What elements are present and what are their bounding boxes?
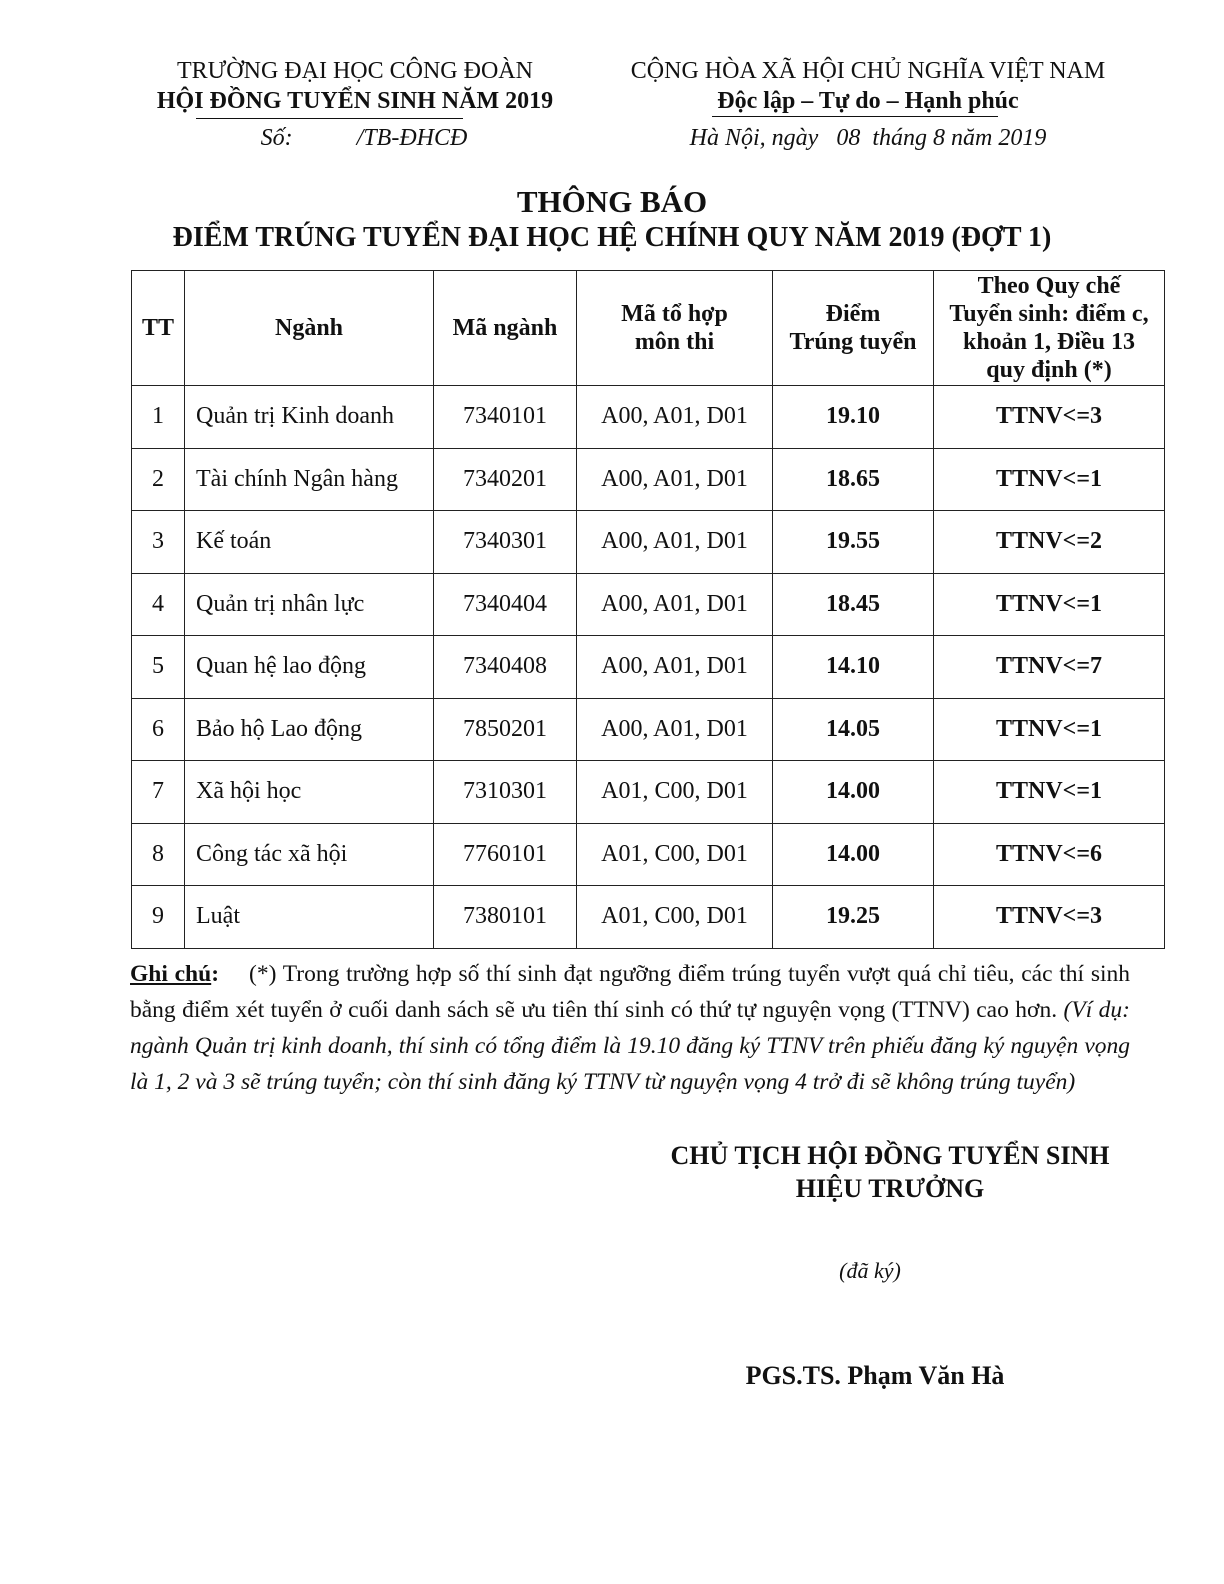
major-code: 7340301: [434, 511, 577, 574]
major-code: 7850201: [434, 698, 577, 761]
row-number: 8: [132, 823, 185, 886]
council-name: HỘI ĐỒNG TUYỂN SINH NĂM 2019: [156, 88, 554, 114]
signatory-position: HIỆU TRƯỞNG: [795, 1174, 985, 1203]
header-regulation-line3: khoản 1, Điều 13: [962, 329, 1136, 355]
institution-name: TRƯỜNG ĐẠI HỌC CÔNG ĐOÀN: [177, 58, 533, 84]
footnote: [130, 956, 1130, 1100]
header-major: Ngành: [185, 271, 434, 386]
subject-combination: A00, A01, D01: [577, 636, 773, 699]
place-date: Hà Nội, ngày 08 tháng 8 năm 2019: [689, 125, 1047, 151]
admission-score: 19.10: [773, 386, 934, 449]
table-row: [132, 761, 1165, 824]
footnote-colon: :: [211, 961, 220, 987]
major-name: Quản trị Kinh doanh: [185, 386, 434, 449]
footnote-label: Ghi chú: [130, 961, 212, 987]
admission-score: 19.55: [773, 511, 934, 574]
header-regulation: [934, 271, 1165, 386]
notice-title: THÔNG BÁO: [516, 184, 708, 219]
table-row: [132, 698, 1165, 761]
subject-combination: A00, A01, D01: [577, 448, 773, 511]
table-row: [132, 448, 1165, 511]
priority-condition: TTNV<=1: [934, 698, 1165, 761]
major-code: 7380101: [434, 886, 577, 949]
signed-mark: (đã ký): [839, 1258, 901, 1283]
priority-condition: TTNV<=2: [934, 511, 1165, 574]
priority-condition: TTNV<=3: [934, 886, 1165, 949]
nation-name: CỘNG HÒA XÃ HỘI CHỦ NGHĨA VIỆT NAM: [630, 58, 1106, 84]
header-regulation-line1: Theo Quy chế: [977, 273, 1121, 299]
priority-condition: TTNV<=3: [934, 386, 1165, 449]
header-left: [120, 56, 590, 153]
table-row: [132, 573, 1165, 636]
header-subject-combination-line2: môn thi: [634, 329, 715, 355]
priority-condition: TTNV<=1: [934, 573, 1165, 636]
major-name: Bảo hộ Lao động: [185, 698, 434, 761]
signatory-name: PGS.TS. Phạm Văn Hà: [745, 1361, 1005, 1390]
header-tt: TT: [132, 271, 185, 386]
priority-condition: TTNV<=6: [934, 823, 1165, 886]
table-row: [132, 511, 1165, 574]
signatory-title: CHỦ TỊCH HỘI ĐỒNG TUYỂN SINH: [670, 1141, 1110, 1170]
subject-combination: A00, A01, D01: [577, 386, 773, 449]
major-name: Quan hệ lao động: [185, 636, 434, 699]
footnote-text: (*) Trong trường hợp số thí sinh đạt ngưỡng điểm trúng tuyển vượt quá chỉ tiêu, các thí sinh bằng điểm xét tuyển ở cuối danh sách sẽ ưu tiên thí sinh có thứ tự nguyện vọng (TTNV) cao hơn.: [130, 961, 1130, 1023]
header-regulation-line2: Tuyển sinh: điểm c,: [949, 301, 1149, 327]
row-number: 3: [132, 511, 185, 574]
notice-subtitle: ĐIỂM TRÚNG TUYỂN ĐẠI HỌC HỆ CHÍNH QUY NĂM 2019 (ĐỢT 1): [172, 222, 1052, 253]
admission-score: 14.00: [773, 761, 934, 824]
national-motto: Độc lập – Tự do – Hạnh phúc: [717, 88, 1019, 114]
row-number: 9: [132, 886, 185, 949]
header-subject-combination: [577, 271, 773, 386]
document-number-label: Số:: [260, 125, 293, 151]
footnote-example: (Ví dụ: ngành Quản trị kinh doanh, thí sinh có tổng điểm là 19.10 đăng ký TTNV trên phiếu đăng ký nguyện vọng là 1, 2 và 3 sẽ trúng tuyển; còn thí sinh đăng ký TTNV từ nguyện vọng 4 trở đi sẽ không trúng tuyển): [130, 997, 1130, 1095]
row-number: 1: [132, 386, 185, 449]
major-code: 7760101: [434, 823, 577, 886]
major-name: Kế toán: [185, 511, 434, 574]
major-code: 7340404: [434, 573, 577, 636]
admission-score: 19.25: [773, 886, 934, 949]
subject-combination: A00, A01, D01: [577, 698, 773, 761]
header-major-code: Mã ngành: [434, 271, 577, 386]
admission-score: 14.05: [773, 698, 934, 761]
row-number: 5: [132, 636, 185, 699]
table-header-row: [132, 271, 1165, 386]
admission-score: 14.10: [773, 636, 934, 699]
subject-combination: A01, C00, D01: [577, 886, 773, 949]
header-regulation-line4: quy định (*): [986, 357, 1112, 383]
priority-condition: TTNV<=1: [934, 448, 1165, 511]
document-number-suffix: /TB-ĐHCĐ: [356, 125, 468, 151]
row-number: 2: [132, 448, 185, 511]
major-name: Công tác xã hội: [185, 823, 434, 886]
council-underline: [196, 118, 463, 119]
subject-combination: A01, C00, D01: [577, 761, 773, 824]
row-number: 7: [132, 761, 185, 824]
major-name: Quản trị nhân lực: [185, 573, 434, 636]
header-admission-score: [773, 271, 934, 386]
major-code: 7340201: [434, 448, 577, 511]
admission-score: 18.45: [773, 573, 934, 636]
major-code: 7340408: [434, 636, 577, 699]
major-name: Tài chính Ngân hàng: [185, 448, 434, 511]
priority-condition: TTNV<=1: [934, 761, 1165, 824]
header-right: [598, 56, 1138, 153]
subject-combination: A00, A01, D01: [577, 511, 773, 574]
admission-score: 14.00: [773, 823, 934, 886]
header-admission-score-line2: Trúng tuyển: [789, 329, 917, 355]
document-number: [120, 123, 590, 153]
motto-underline: [712, 116, 998, 117]
header-admission-score-line1: Điểm: [825, 301, 881, 327]
admission-score: 18.65: [773, 448, 934, 511]
admission-scores-table: [131, 270, 1165, 949]
table-row: [132, 386, 1165, 449]
table-row: [132, 636, 1165, 699]
major-name: Xã hội học: [185, 761, 434, 824]
header-subject-combination-line1: Mã tổ hợp: [621, 301, 728, 327]
row-number: 6: [132, 698, 185, 761]
subject-combination: A00, A01, D01: [577, 573, 773, 636]
table-row: [132, 886, 1165, 949]
row-number: 4: [132, 573, 185, 636]
major-name: Luật: [185, 886, 434, 949]
table-row: [132, 823, 1165, 886]
priority-condition: TTNV<=7: [934, 636, 1165, 699]
major-code: 7310301: [434, 761, 577, 824]
subject-combination: A01, C00, D01: [577, 823, 773, 886]
major-code: 7340101: [434, 386, 577, 449]
